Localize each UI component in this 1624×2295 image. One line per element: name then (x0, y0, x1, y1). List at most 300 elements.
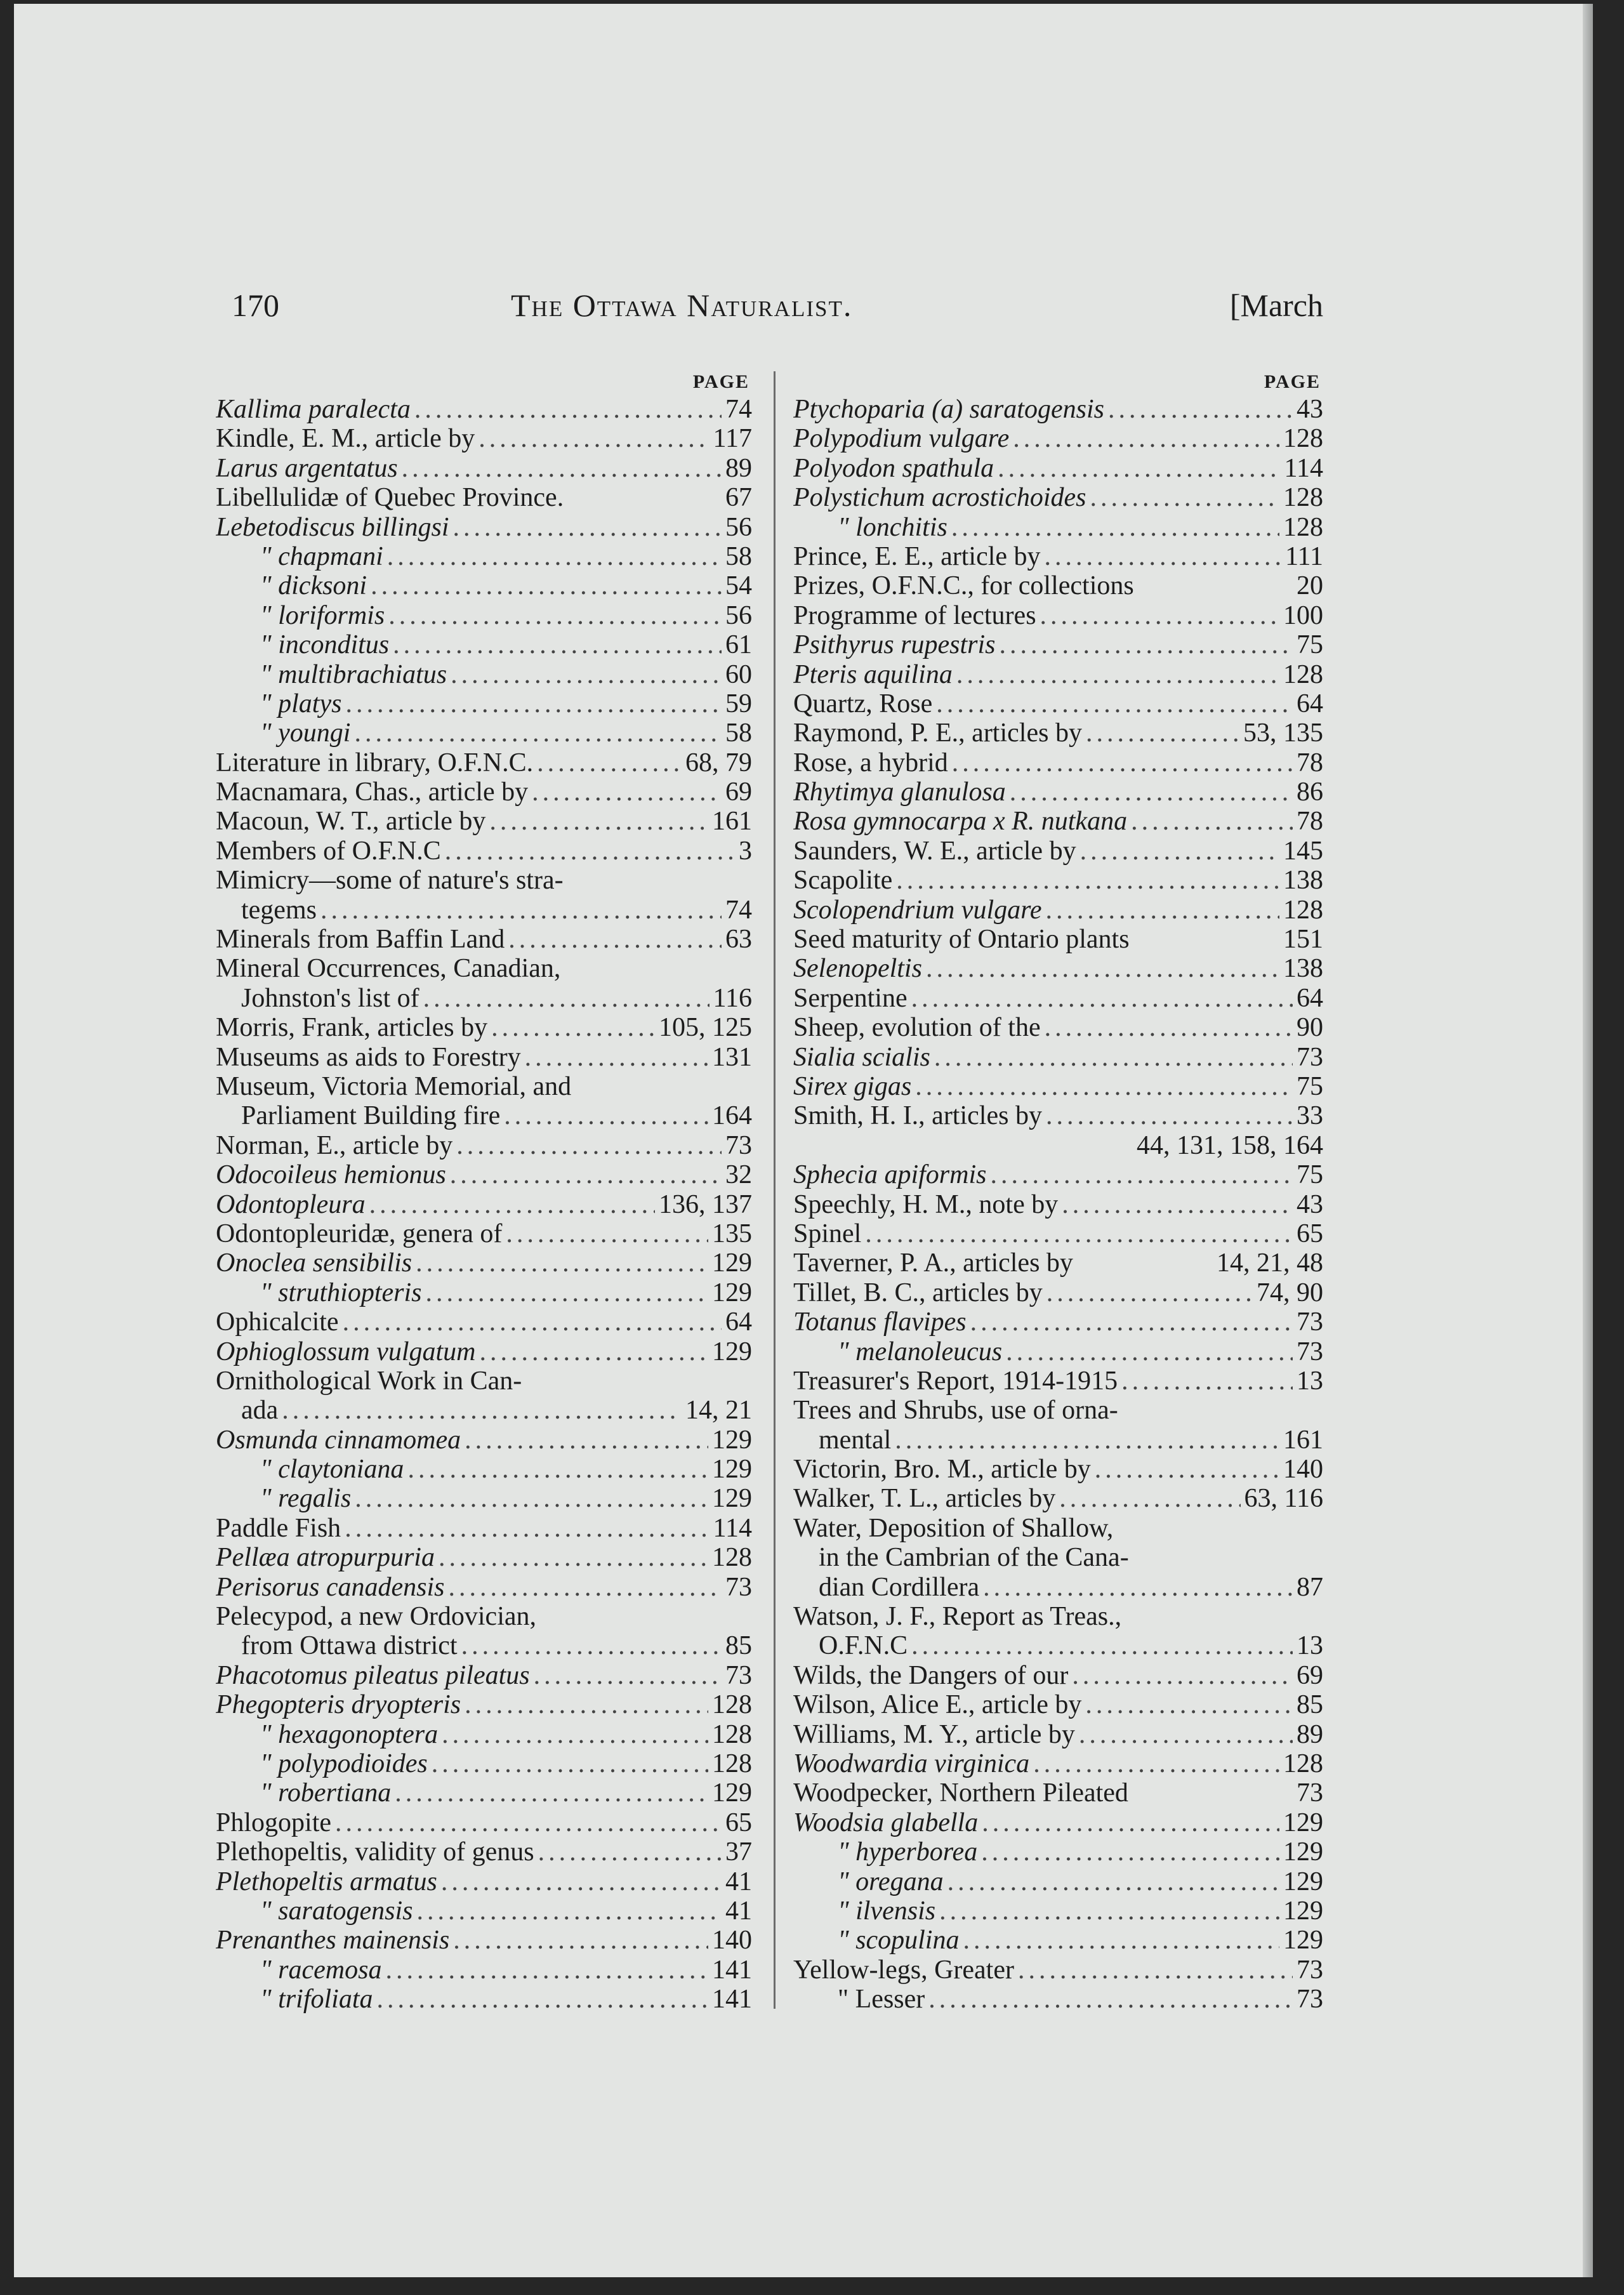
entry-page: 128 (1283, 895, 1323, 925)
leader-dots (407, 1455, 708, 1484)
leader-dots (451, 660, 722, 689)
leader-dots (963, 1926, 1279, 1955)
index-entry (793, 1514, 1323, 1543)
index-entry (793, 807, 1323, 836)
index-entry (216, 1072, 752, 1101)
entry-page: 75 (1297, 630, 1323, 660)
index-entry (216, 1190, 752, 1219)
index-entry (793, 1867, 1323, 1896)
entry-page: 116 (713, 983, 752, 1013)
leader-dots (465, 1425, 708, 1455)
leader-dots (952, 748, 1293, 777)
entry-text: " claytoniana (260, 1455, 404, 1485)
entry-text: Scolopendrium vulgare (793, 895, 1042, 925)
entry-text: dian Cordillera (819, 1572, 980, 1602)
entry-page: 44, 131, 158, 164 (1137, 1130, 1323, 1160)
index-entry (793, 1425, 1323, 1455)
entry-text: " hexagonoptera (260, 1719, 439, 1749)
entry-text: Polystichum acrostichoides (793, 483, 1086, 513)
index-entry (793, 1190, 1323, 1219)
entry-page: 63 (725, 925, 752, 955)
issue-month: [March (1229, 288, 1323, 323)
leader-dots (934, 1043, 1293, 1072)
entry-text: Programme of lectures (793, 600, 1036, 630)
entry-page: 129 (712, 1484, 752, 1514)
entry-page: 74, 90 (1257, 1278, 1323, 1307)
leader-dots (456, 1131, 722, 1160)
index-entry (216, 748, 752, 777)
leader-dots (491, 1013, 655, 1042)
leader-dots (355, 1484, 708, 1513)
entry-page: 161 (712, 807, 752, 837)
entry-page: 37 (725, 1837, 752, 1867)
leader-dots (1040, 601, 1279, 630)
entry-text: Wilson, Alice E., article by (793, 1690, 1082, 1720)
leader-dots (939, 1896, 1279, 1926)
leader-dots (388, 601, 722, 630)
entry-text: Minerals from Baffin Land (216, 925, 505, 955)
journal-title: The Ottawa Naturalist. (511, 288, 853, 323)
entry-text: Kallima paralecta (216, 395, 411, 424)
index-entry (793, 1043, 1323, 1072)
entry-text: Polypodium vulgare (793, 424, 1010, 454)
entry-text: Ophicalcite (216, 1307, 339, 1337)
entry-text: Phlogopite (216, 1808, 332, 1837)
index-entry (793, 837, 1323, 866)
index-entry (216, 1602, 752, 1631)
leader-dots (926, 954, 1279, 983)
entry-page: 129 (712, 1455, 752, 1485)
entry-text: Spinel (793, 1219, 862, 1248)
leader-dots (1046, 896, 1279, 925)
entry-page: 164 (712, 1101, 752, 1131)
index-entry (793, 1219, 1323, 1248)
entry-page: 140 (1283, 1455, 1323, 1485)
entry-page: 67 (725, 483, 752, 513)
leader-dots (982, 1808, 1279, 1837)
leader-dots (538, 1837, 722, 1867)
entry-text: Mimicry—some of nature's stra- (216, 866, 564, 896)
entry-page: 56 (725, 512, 752, 542)
leader-dots (1072, 1661, 1293, 1690)
index-entry (216, 1661, 752, 1690)
entry-text: ada (241, 1396, 279, 1425)
index-entry (793, 1248, 1323, 1278)
leader-dots (416, 1248, 708, 1278)
entry-page: 128 (1283, 1749, 1323, 1778)
leader-dots (439, 1543, 708, 1572)
page-column-label: PAGE (692, 371, 749, 392)
entry-page: 64 (1297, 983, 1323, 1013)
entry-text: Scapolite (793, 866, 893, 896)
index-entry (216, 395, 752, 424)
index-entry (793, 483, 1323, 512)
entry-page: 20 (1297, 571, 1323, 601)
entry-text: Johnston's list of (241, 983, 419, 1013)
leader-dots (990, 1160, 1293, 1189)
entry-page: 43 (1297, 395, 1323, 424)
leader-dots (480, 1337, 709, 1366)
leader-dots (1059, 1484, 1240, 1513)
entry-text: Ptychoparia (a) saratogensis (793, 395, 1104, 424)
entry-page: 41 (725, 1867, 752, 1896)
entry-page: 138 (1283, 954, 1323, 984)
entry-page: 33 (1297, 1101, 1323, 1131)
entry-page: 75 (1297, 1160, 1323, 1190)
leader-dots (450, 1160, 722, 1189)
leader-dots (282, 1396, 682, 1425)
entry-text: Rosa gymnocarpa x R. nutkana (793, 807, 1128, 837)
index-entry (216, 718, 752, 748)
entry-page: 114 (1284, 453, 1323, 483)
entry-text: Woodwardia virginica (793, 1749, 1030, 1778)
leader-dots (896, 866, 1279, 895)
entry-text: Sialia scialis (793, 1042, 930, 1072)
entry-text: Pteris aquilina (793, 659, 953, 689)
index-entry (216, 1337, 752, 1366)
index-entry (216, 1926, 752, 1955)
index-entry (216, 571, 752, 600)
entry-text: Macoun, W. T., article by (216, 807, 486, 837)
leader-dots (970, 1307, 1293, 1337)
index-entry (216, 1131, 752, 1160)
entry-text: Saunders, W. E., article by (793, 836, 1076, 866)
entry-page: 73 (1297, 1778, 1323, 1808)
index-entry (216, 1985, 752, 2014)
entry-page: 85 (725, 1631, 752, 1661)
leader-dots (1095, 1455, 1279, 1484)
entry-page: 129 (1283, 1808, 1323, 1837)
entry-page: 138 (1283, 866, 1323, 896)
entry-text: " saratogensis (260, 1896, 413, 1926)
index-entry (216, 1248, 752, 1278)
entry-text: Water, Deposition of Shallow, (793, 1513, 1114, 1543)
leader-dots (1131, 807, 1293, 836)
leader-dots (461, 1631, 722, 1660)
entry-page: 60 (725, 659, 752, 689)
entry-page: 140 (712, 1926, 752, 1955)
index-entry (793, 424, 1323, 453)
index-entry (793, 630, 1323, 659)
index-entry (793, 689, 1323, 718)
entry-page: 69 (725, 777, 752, 807)
entry-text: Pellæa atropurpuria (216, 1543, 435, 1573)
index-entry (216, 1720, 752, 1749)
leader-dots (489, 807, 708, 836)
index-entry (793, 1985, 1323, 2014)
entry-text: Lebetodiscus billingsi (216, 512, 449, 542)
leader-dots (947, 1867, 1279, 1896)
entry-text: Norman, E., article by (216, 1130, 453, 1160)
leader-dots (998, 454, 1280, 483)
entry-text: Pelecypod, a new Ordovician, (216, 1602, 537, 1632)
entry-text: Watson, J. F., Report as Treas., (793, 1602, 1122, 1632)
leader-dots (402, 454, 722, 483)
leader-dots (449, 1573, 722, 1602)
index-entry (216, 1219, 752, 1248)
index-entry (793, 1160, 1323, 1189)
index-entry (793, 1955, 1323, 1985)
leader-dots (895, 1425, 1279, 1455)
entry-text: Onoclea sensibilis (216, 1248, 413, 1278)
leader-dots (1085, 1690, 1293, 1719)
index-entry (216, 542, 752, 571)
entry-text: Perisorus canadensis (216, 1572, 445, 1602)
entry-text: Plethopeltis armatus (216, 1867, 437, 1896)
leader-dots (345, 689, 722, 718)
entry-text: Libellulidæ of Quebec Province. (216, 483, 564, 513)
index-entry (216, 1101, 752, 1130)
entry-text: Woodsia glabella (793, 1808, 979, 1837)
index-entry (216, 1749, 752, 1778)
leader-dots (426, 1278, 708, 1307)
entry-text: Kindle, E. M., article by (216, 424, 475, 454)
leader-dots (1079, 1720, 1293, 1749)
entry-page: 73 (725, 1660, 752, 1690)
entry-page: 100 (1283, 600, 1323, 630)
leader-dots (343, 1307, 722, 1337)
index-entry (793, 1926, 1323, 1955)
entry-page: 114 (713, 1513, 752, 1543)
entry-page: 128 (1283, 659, 1323, 689)
entry-page: 58 (725, 718, 752, 748)
entry-text: Smith, H. I., articles by (793, 1101, 1042, 1131)
entry-text: Odontopleuridæ, genera of (216, 1219, 503, 1248)
entry-text: " loriformis (260, 600, 385, 630)
entry-text: Macnamara, Chas., article by (216, 777, 529, 807)
entry-text: Woodpecker, Northern Pileated (793, 1778, 1128, 1808)
entry-page: 59 (725, 689, 752, 718)
entry-text: Williams, M. Y., article by (793, 1719, 1075, 1749)
entry-page: 53, 135 (1243, 718, 1323, 748)
column-divider (774, 371, 776, 2009)
entry-text: " Lesser (838, 1985, 925, 2014)
index-entry (793, 1101, 1323, 1130)
entry-page: 41 (725, 1896, 752, 1926)
leader-dots (532, 777, 722, 807)
leader-dots (956, 660, 1279, 689)
entry-page: 78 (1297, 748, 1323, 777)
index-entry (216, 454, 752, 483)
leader-dots (911, 1631, 1293, 1660)
entry-page: 73 (1297, 1307, 1323, 1337)
index-entry (216, 660, 752, 689)
index-entry (216, 1955, 752, 1985)
leader-dots (335, 1808, 722, 1837)
entry-text: Tillet, B. C., articles by (793, 1278, 1043, 1307)
index-entry (216, 1867, 752, 1896)
index-entries-right (793, 395, 1323, 2014)
entry-page: 65 (1297, 1219, 1323, 1248)
index-entry (216, 1543, 752, 1572)
index-entry (216, 896, 752, 925)
entry-page: 73 (1297, 1337, 1323, 1366)
index-entry (793, 1366, 1323, 1396)
entry-text: Prince, E. E., article by (793, 541, 1041, 571)
entry-page: 64 (725, 1307, 752, 1337)
index-entry (216, 424, 752, 453)
leader-dots (414, 395, 722, 424)
index-entry (216, 1808, 752, 1837)
entry-page: 129 (712, 1778, 752, 1808)
index-entry (793, 1455, 1323, 1484)
index-entry (216, 1307, 752, 1337)
leader-dots (534, 1661, 722, 1690)
entry-text: " robertiana (260, 1778, 392, 1808)
entry-text: Taverner, P. A., articles by (793, 1248, 1073, 1278)
entry-text: Paddle Fish (216, 1513, 341, 1543)
entry-page: 145 (1283, 836, 1323, 866)
entry-text: Seed maturity of Ontario plants (793, 925, 1130, 955)
index-entry (216, 1013, 752, 1042)
entry-text: Ornithological Work in Can- (216, 1366, 522, 1396)
entry-text: Yellow-legs, Greater (793, 1955, 1014, 1985)
entry-text: Phegopteris dryopteris (216, 1690, 461, 1720)
index-entry (216, 1514, 752, 1543)
index-entry (793, 984, 1323, 1013)
leader-dots (1006, 1337, 1293, 1366)
entry-page: 58 (725, 541, 752, 571)
leader-dots (1010, 777, 1293, 807)
leader-dots (393, 630, 722, 659)
entry-page: 74 (725, 895, 752, 925)
index-entry (793, 1337, 1323, 1366)
entry-page: 78 (1297, 807, 1323, 837)
index-entry (793, 571, 1323, 600)
index-entry (793, 954, 1323, 983)
entry-text: Ophioglossum vulgatum (216, 1337, 476, 1366)
entry-text: mental (819, 1425, 892, 1455)
index-entry (793, 925, 1323, 954)
entry-page: 129 (1283, 1926, 1323, 1955)
entry-text: Trees and Shrubs, use of orna- (793, 1396, 1118, 1425)
entry-text: " chapmani (260, 541, 383, 571)
leader-dots (981, 1837, 1279, 1867)
index-entry (216, 925, 752, 954)
entry-text: " ilvensis (838, 1896, 936, 1926)
leader-dots (432, 1749, 708, 1778)
entry-text: " scopulina (838, 1926, 960, 1955)
entry-text: " polypodioides (260, 1749, 428, 1778)
index-entry (793, 1896, 1323, 1926)
leader-dots (1000, 630, 1293, 659)
index-column-right (793, 369, 1323, 2014)
entry-text: " regalis (260, 1484, 352, 1514)
index-entry (216, 1278, 752, 1307)
leader-dots (345, 1514, 709, 1543)
entry-page: 151 (1283, 925, 1323, 955)
entry-page: 89 (725, 453, 752, 483)
index-entry (216, 1396, 752, 1425)
entry-text: Morris, Frank, articles by (216, 1013, 488, 1043)
index-entry (793, 748, 1323, 777)
index-entry (216, 1896, 752, 1926)
entry-page: 13 (1297, 1631, 1323, 1661)
entry-text: " struthiopteris (260, 1278, 422, 1307)
entry-page: 87 (1297, 1572, 1323, 1602)
entry-text: Sirex gigas (793, 1071, 912, 1101)
entry-page: 75 (1297, 1071, 1323, 1101)
leader-dots (453, 513, 722, 542)
entry-page: 89 (1297, 1719, 1323, 1749)
leader-dots (1086, 718, 1239, 748)
index-entry (216, 807, 752, 836)
leader-dots (1045, 542, 1282, 571)
entry-page: 128 (1283, 512, 1323, 542)
entry-page: 128 (712, 1543, 752, 1573)
leader-dots (442, 1720, 708, 1749)
entry-text: Totanus flavipes (793, 1307, 967, 1337)
index-entry (216, 1573, 752, 1602)
entry-text: Museum, Victoria Memorial, and (216, 1071, 572, 1101)
leader-dots (1045, 1013, 1293, 1042)
leader-dots (525, 1043, 708, 1072)
entry-text: Walker, T. L., articles by (793, 1484, 1056, 1514)
entry-text: " oregana (838, 1867, 944, 1896)
entry-text: Rose, a hybrid (793, 748, 948, 777)
entry-text: Sheep, evolution of the (793, 1013, 1041, 1043)
entry-page: 3 (739, 836, 752, 866)
index-entry (216, 1837, 752, 1867)
index-entry (793, 1307, 1323, 1337)
index-entry (793, 896, 1323, 925)
entry-page: 13 (1297, 1366, 1323, 1396)
index-entry (793, 454, 1323, 483)
index-entry (793, 1543, 1323, 1572)
entry-text: " platys (260, 689, 342, 718)
leader-dots (1013, 424, 1279, 453)
leader-dots (377, 1985, 709, 2014)
entry-page: 54 (725, 571, 752, 601)
index-entry (216, 1425, 752, 1455)
leader-dots (1090, 483, 1279, 512)
entry-text: Odocoileus hemionus (216, 1160, 446, 1190)
entry-text: Parliament Building fire (241, 1101, 501, 1131)
index-entry (793, 1278, 1323, 1307)
page-number: 170 (232, 288, 279, 323)
index-entry (793, 395, 1323, 424)
leader-dots (465, 1690, 708, 1719)
leader-dots (506, 1219, 708, 1248)
entry-text: Mineral Occurrences, Canadian, (216, 954, 561, 984)
entry-text: from Ottawa district (241, 1631, 458, 1661)
index-entry (216, 483, 752, 512)
leader-dots (445, 837, 735, 866)
leader-dots (1108, 395, 1293, 424)
entry-text: Museums as aids to Forestry (216, 1042, 521, 1072)
entry-text: " racemosa (260, 1955, 382, 1985)
entry-page: 56 (725, 600, 752, 630)
entry-text: " multibrachiatus (260, 659, 447, 689)
entry-text: Victorin, Bro. M., article by (793, 1455, 1091, 1485)
entry-page: 73 (1297, 1042, 1323, 1072)
entry-page: 86 (1297, 777, 1323, 807)
index-entry (793, 1808, 1323, 1837)
index-entry (793, 1484, 1323, 1513)
entry-page: 73 (725, 1130, 752, 1160)
leader-dots (504, 1101, 708, 1130)
entry-text: Prenanthes mainensis (216, 1926, 450, 1955)
page-column-label: PAGE (1264, 371, 1321, 392)
leader-dots (911, 984, 1293, 1013)
entry-page: 129 (712, 1337, 752, 1366)
entry-text: " inconditus (260, 630, 390, 660)
entry-page: 128 (1283, 483, 1323, 513)
entry-page: 32 (725, 1160, 752, 1190)
leader-dots (537, 748, 682, 777)
leader-dots (508, 925, 722, 954)
leader-dots (1121, 1366, 1293, 1396)
